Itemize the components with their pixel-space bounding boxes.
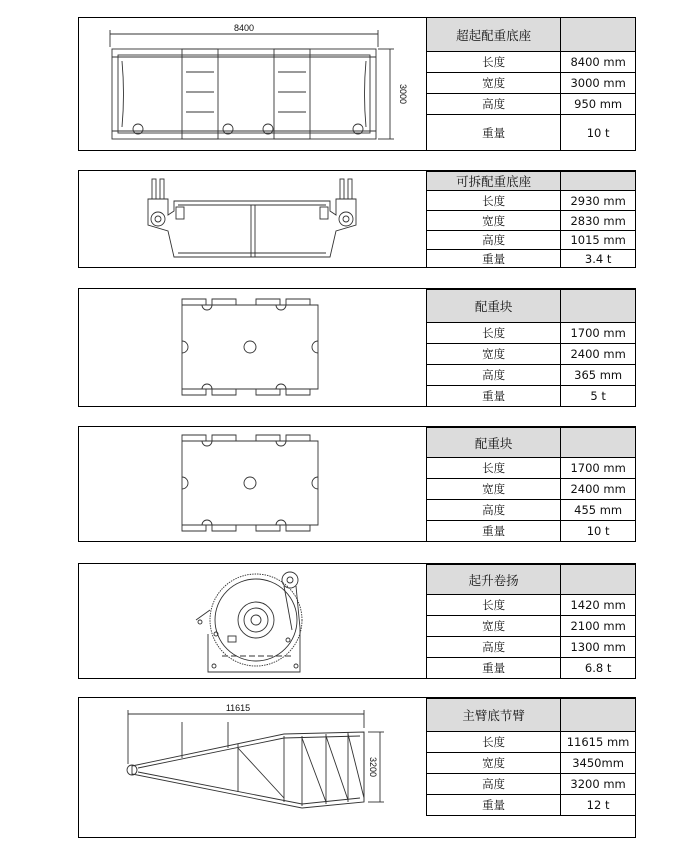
spec-label: 高度 bbox=[427, 94, 561, 115]
separator bbox=[78, 267, 636, 289]
spec-table bbox=[426, 171, 636, 269]
spec-label: 重量 bbox=[427, 250, 561, 269]
spec-value: 2930 mm bbox=[561, 191, 636, 211]
spec-value: 455 mm bbox=[561, 500, 636, 521]
component-name: 可拆配重底座 bbox=[427, 172, 561, 191]
component-name: 起升卷扬 bbox=[427, 565, 561, 595]
spec-label: 长度 bbox=[427, 323, 561, 344]
spec-value: 5 t bbox=[561, 386, 636, 407]
spec-label: 重量 bbox=[427, 386, 561, 407]
spec-value: 2400 mm bbox=[561, 344, 636, 365]
spec-value: 365 mm bbox=[561, 365, 636, 386]
spec-value: 950 mm bbox=[561, 94, 636, 115]
spec-value: 2400 mm bbox=[561, 479, 636, 500]
spec-table bbox=[426, 564, 636, 679]
spec-label: 高度 bbox=[427, 774, 561, 795]
spec-value: 1015 mm bbox=[561, 231, 636, 250]
component-name: 配重块 bbox=[427, 290, 561, 323]
spec-table bbox=[426, 698, 636, 816]
spec-label: 高度 bbox=[427, 637, 561, 658]
super-lift-counterweight-base-drawing bbox=[78, 17, 426, 150]
spec-value: 10 t bbox=[561, 521, 636, 542]
component-name: 超起配重底座 bbox=[427, 18, 561, 52]
spec-label: 高度 bbox=[427, 500, 561, 521]
spec-label: 长度 bbox=[427, 191, 561, 211]
separator bbox=[78, 541, 636, 564]
spec-table bbox=[426, 427, 636, 542]
component-section-4 bbox=[78, 427, 636, 541]
counterweight-block-drawing bbox=[78, 427, 426, 541]
spec-value: 3.4 t bbox=[561, 250, 636, 269]
spec-value: 1700 mm bbox=[561, 458, 636, 479]
component-section-1 bbox=[78, 17, 636, 150]
spec-table bbox=[426, 289, 636, 407]
component-section-6 bbox=[78, 698, 636, 815]
separator bbox=[78, 150, 636, 171]
spec-value: 2100 mm bbox=[561, 616, 636, 637]
main-boom-base-section-drawing bbox=[78, 698, 426, 815]
spec-table bbox=[426, 17, 636, 151]
counterweight-block-drawing bbox=[78, 289, 426, 406]
spec-label: 重量 bbox=[427, 795, 561, 816]
spec-value: 12 t bbox=[561, 795, 636, 816]
dimension-width-label: 3000 bbox=[398, 83, 408, 105]
spec-label: 高度 bbox=[427, 365, 561, 386]
dimension-length-label: 8400 bbox=[233, 23, 255, 33]
spec-label: 重量 bbox=[427, 115, 561, 151]
spec-label: 宽度 bbox=[427, 616, 561, 637]
spec-value: 11615 mm bbox=[561, 732, 636, 753]
spec-value: 3450mm bbox=[561, 753, 636, 774]
component-name: 主臂底节臂 bbox=[427, 699, 561, 732]
spec-label: 长度 bbox=[427, 458, 561, 479]
spec-label: 重量 bbox=[427, 658, 561, 679]
spec-label: 长度 bbox=[427, 732, 561, 753]
spec-value: 6.8 t bbox=[561, 658, 636, 679]
spec-label: 宽度 bbox=[427, 73, 561, 94]
spec-label: 长度 bbox=[427, 52, 561, 73]
component-section-2 bbox=[78, 171, 636, 267]
spec-value: 8400 mm bbox=[561, 52, 636, 73]
separator bbox=[78, 0, 636, 18]
spec-value: 10 t bbox=[561, 115, 636, 151]
removable-counterweight-base-drawing bbox=[78, 171, 426, 267]
dimension-height-label: 3200 bbox=[368, 756, 378, 778]
spec-label: 长度 bbox=[427, 595, 561, 616]
component-section-5 bbox=[78, 564, 636, 678]
component-name: 配重块 bbox=[427, 428, 561, 458]
spec-label: 宽度 bbox=[427, 479, 561, 500]
dimension-length-label: 11615 bbox=[225, 703, 251, 713]
spec-value: 3000 mm bbox=[561, 73, 636, 94]
spec-label: 宽度 bbox=[427, 344, 561, 365]
spec-value: 1420 mm bbox=[561, 595, 636, 616]
spec-label: 高度 bbox=[427, 231, 561, 250]
spec-value: 1700 mm bbox=[561, 323, 636, 344]
spec-label: 宽度 bbox=[427, 753, 561, 774]
spec-value: 3200 mm bbox=[561, 774, 636, 795]
component-section-3 bbox=[78, 289, 636, 406]
spec-label: 宽度 bbox=[427, 211, 561, 231]
spec-label: 重量 bbox=[427, 521, 561, 542]
spec-value: 1300 mm bbox=[561, 637, 636, 658]
hoist-winch-drawing bbox=[78, 564, 426, 678]
separator bbox=[78, 678, 636, 698]
spec-value: 2830 mm bbox=[561, 211, 636, 231]
separator bbox=[78, 406, 636, 427]
